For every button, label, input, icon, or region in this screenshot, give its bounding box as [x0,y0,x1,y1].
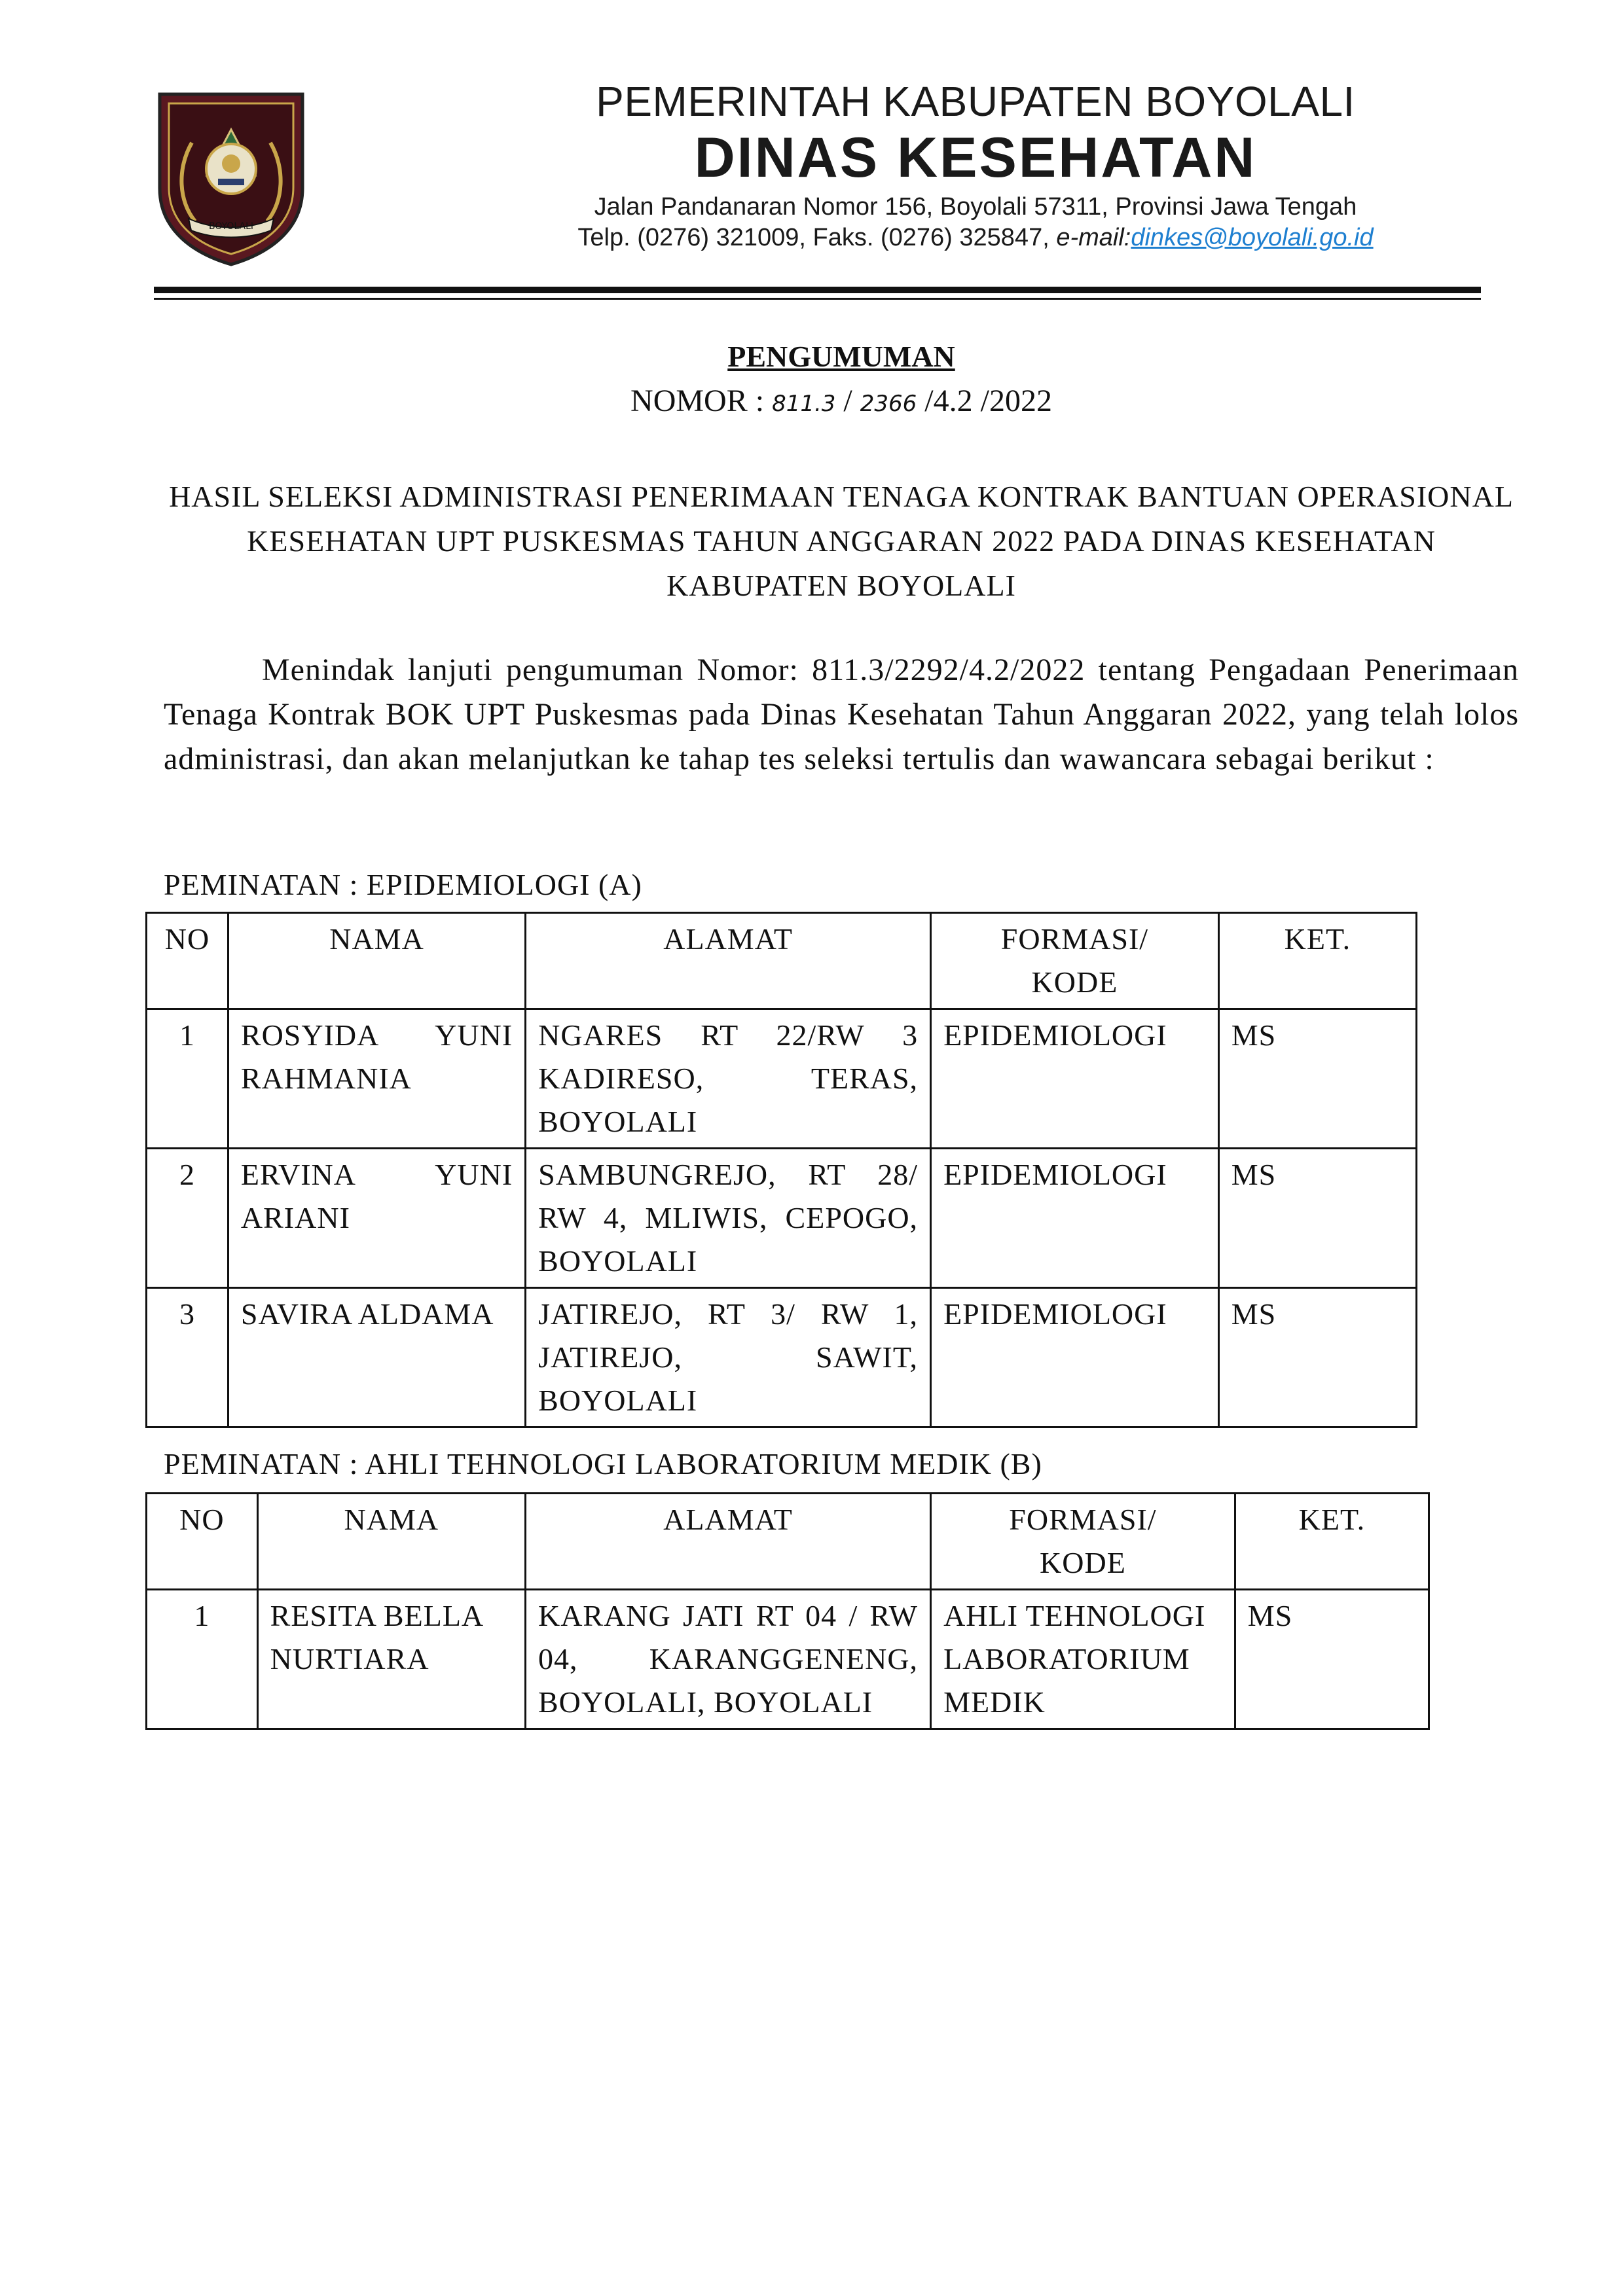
handwritten-number-2: 2366 [860,391,917,417]
row-formasi: AHLI TEHNOLOGI LABORATORIUM MEDIK [931,1590,1235,1729]
header-alamat: ALAMAT [525,1494,930,1590]
header-formasi-line2: KODE [1040,1546,1126,1579]
row-formasi: EPIDEMIOLOGI [931,1009,1219,1149]
header-no: NO [147,913,228,1009]
table-row [147,1149,1417,1288]
government-name: PEMERINTAH KABUPATEN BOYOLALI [596,78,1355,125]
row-alamat: NGARES RT 22/RW 3 KADIRESO, TERAS, BOYOLALI [526,1009,931,1149]
document-number [154,383,1529,419]
handwritten-number-1: 811.3 [772,391,836,417]
section-b-table [145,1492,1430,1730]
row-ket: MS [1218,1288,1416,1427]
intro-paragraph: Menindak lanjuti pengumuman Nomor: 811.3/2292/4.2/2022 tentang Pengadaan Penerimaan Tenaga Kontrak BOK UPT Puskesmas pada Dinas Kesehatan Tahun Anggaran 2022, yang telah lolos administrasi, dan akan melanjutkan ke tahap tes seleksi tertulis dan wawancara sebagai berikut : [164,653,1519,776]
number-suffix: /4.2 /2022 [917,384,1052,418]
number-separator: / [835,384,860,418]
table-row [147,1009,1417,1149]
boyolali-regency-emblem-icon [156,90,306,267]
table-row [147,1590,1429,1729]
page-title: PENGUMUMAN [727,340,955,373]
header-no: NO [147,1494,258,1590]
row-ket: MS [1218,1149,1416,1288]
header-formasi-line1: FORMASI/ [1000,922,1149,956]
agency-address: Jalan Pandanaran Nomor 156, Boyolali 57311, Provinsi Jawa Tengah [594,193,1357,221]
number-label: NOMOR : [630,384,773,418]
header-nama: NAMA [257,1494,525,1590]
announcement-subject: HASIL SELEKSI ADMINISTRASI PENERIMAAN TENAGA KONTRAK BANTUAN OPERASIONAL KESEHATAN UPT PUSKESMAS TAHUN ANGGARAN 2022 PADA DINAS KESEHATAN KABUPATEN BOYOLALI [169,480,1514,602]
row-ket: MS [1218,1009,1416,1149]
letterhead-rule-thin [154,298,1481,300]
letterhead-rule-thick [154,287,1481,293]
header-nama: NAMA [228,913,525,1009]
row-nama: SAVIRA ALDAMA [228,1288,525,1427]
header-ket: KET. [1235,1494,1429,1590]
row-alamat: KARANG JATI RT 04 / RW 04, KARANGGENENG, BOYOLALI, BOYOLALI [525,1590,930,1729]
agency-name: DINAS KESEHATAN [694,126,1257,189]
header-ket: KET. [1218,913,1416,1009]
phone-fax: Telp. (0276) 321009, Faks. (0276) 325847, [577,224,1057,251]
row-nama: ROSYIDA YUNI RAHMANIA [228,1009,525,1149]
email-link[interactable]: dinkes@boyolali.go.id [1131,224,1374,251]
row-nama: ERVINA YUNI ARIANI [228,1149,525,1288]
row-no: 3 [147,1288,228,1427]
row-no: 2 [147,1149,228,1288]
header-alamat: ALAMAT [526,913,931,1009]
table-header-row [147,1494,1429,1590]
row-no: 1 [147,1590,258,1729]
table-row [147,1288,1417,1427]
row-ket: MS [1235,1590,1429,1729]
header-formasi [931,913,1219,1009]
row-formasi: EPIDEMIOLOGI [931,1288,1219,1427]
row-no: 1 [147,1009,228,1149]
header-formasi-line1: FORMASI/ [1009,1503,1157,1536]
emblem-ribbon-text: BOYOLALI [208,221,254,232]
header-formasi [931,1494,1235,1590]
row-nama: RESITA BELLA NURTIARA [257,1590,525,1729]
section-b-label: PEMINATAN : AHLI TEHNOLOGI LABORATORIUM MEDIK (B) [164,1447,1042,1480]
section-a-table [145,912,1417,1428]
row-alamat: JATIREJO, RT 3/ RW 1, JATIREJO, SAWIT, BOYOLALI [526,1288,931,1427]
email-label: e-mail: [1056,224,1131,251]
section-a-label: PEMINATAN : EPIDEMIOLOGI (A) [164,868,642,901]
agency-contact [393,224,1558,252]
header-formasi-line2: KODE [1031,965,1118,999]
row-alamat: SAMBUNGREJO, RT 28/ RW 4, MLIWIS, CEPOGO, BOYOLALI [526,1149,931,1288]
table-header-row [147,913,1417,1009]
row-formasi: EPIDEMIOLOGI [931,1149,1219,1288]
